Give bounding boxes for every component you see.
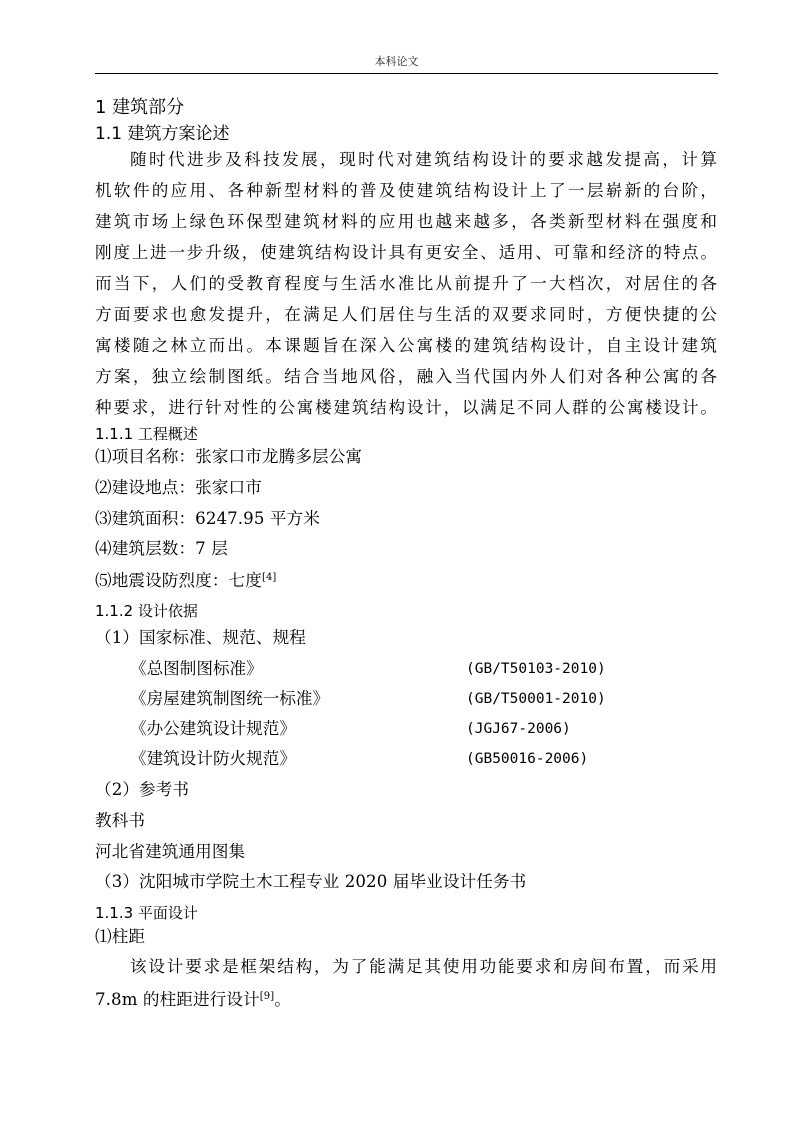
book-item: 教科书 — [95, 811, 146, 830]
floor-count-item: ⑷建筑层数：7 层 — [95, 539, 228, 558]
header-rule — [95, 73, 718, 74]
standard-title: 《建筑设计防火规范》 — [130, 749, 296, 768]
project-name-item: ⑴项目名称：张家口市龙腾多层公寓 — [95, 447, 363, 466]
reference-books-subheading: （2）参考书 — [95, 780, 190, 799]
standards-subheading: （1）国家标准、规范、规程 — [95, 628, 306, 647]
paragraph-line: 种要求，进行针对性的公寓楼建筑结构设计，以满足不同人群的公寓楼设计。 — [95, 398, 717, 417]
citation-ref: [9] — [259, 991, 275, 1002]
site-location-item: ⑵建设地点：张家口市 — [95, 478, 262, 497]
paragraph-line: 随时代进步及科技发展，现时代对建筑结构设计的要求越发提高，计算 — [130, 150, 717, 169]
standard-title: 《办公建筑设计规范》 — [130, 719, 296, 738]
citation-ref: [4] — [261, 572, 277, 583]
standard-code: (JGJ67-2006) — [466, 721, 571, 737]
task-book-item: （3）沈阳城市学院土木工程专业 2020 届毕业设计任务书 — [95, 872, 527, 891]
section-heading-1-1-2: 1.1.2 设计依据 — [95, 602, 198, 620]
chapter-heading: 1 建筑部分 — [95, 97, 185, 118]
paragraph-line: 建筑市场上绿色环保型建筑材料的应用也越来越多，各类新型材料在强度和 — [95, 212, 717, 231]
paragraph-line: 机软件的应用、各种新型材料的普及使建筑结构设计上了一层崭新的台阶， — [95, 181, 717, 200]
seismic-text: ⑸地震设防烈度：七度 — [95, 571, 262, 590]
column-spacing-item: ⑴柱距 — [95, 927, 146, 946]
section-heading-1-1-3: 1.1.3 平面设计 — [95, 904, 198, 922]
standard-code: (GB/T50001-2010) — [466, 691, 606, 707]
standard-code: (GB/T50103-2010) — [466, 661, 606, 677]
section-heading-1-1-1: 1.1.1 工程概述 — [95, 425, 198, 443]
paragraph-line: 而当下，人们的受教育程度与生活水准比从前提升了一大档次，对居住的各 — [95, 274, 717, 293]
paragraph-end: 。 — [274, 990, 291, 1009]
column-spacing-paragraph-end — [95, 987, 291, 1010]
standard-title: 《房屋建筑制图统一标准》 — [130, 689, 330, 708]
standard-code: (GB50016-2006) — [466, 751, 589, 767]
page-header: 本科论文 — [374, 55, 419, 68]
standard-title: 《总图制图标准》 — [130, 659, 263, 678]
floor-area-item: ⑶建筑面积：6247.95 平方米 — [95, 509, 320, 528]
paragraph-line: 刚度上进一步升级，使建筑结构设计具有更安全、适用、可靠和经济的特点。 — [95, 243, 717, 262]
book-item: 河北省建筑通用图集 — [95, 842, 246, 861]
section-heading-1-1: 1.1 建筑方案论述 — [95, 124, 230, 144]
seismic-intensity-item — [95, 568, 276, 591]
column-spacing-paragraph-line: 该设计要求是框架结构，为了能满足其使用功能要求和房间布置，而采用 — [130, 957, 717, 976]
paragraph-line: 方案，独立绘制图纸。结合当地风俗，融入当代国内外人们对各种公寓的各 — [95, 367, 717, 386]
paragraph-text: 7.8m 的柱距进行设计 — [95, 990, 260, 1009]
paragraph-line: 寓楼随之林立而出。本课题旨在深入公寓楼的建筑结构设计，自主设计建筑 — [95, 336, 717, 355]
paragraph-line: 方面要求也愈发提升，在满足人们居住与生活的双要求同时，方便快捷的公 — [95, 305, 717, 324]
